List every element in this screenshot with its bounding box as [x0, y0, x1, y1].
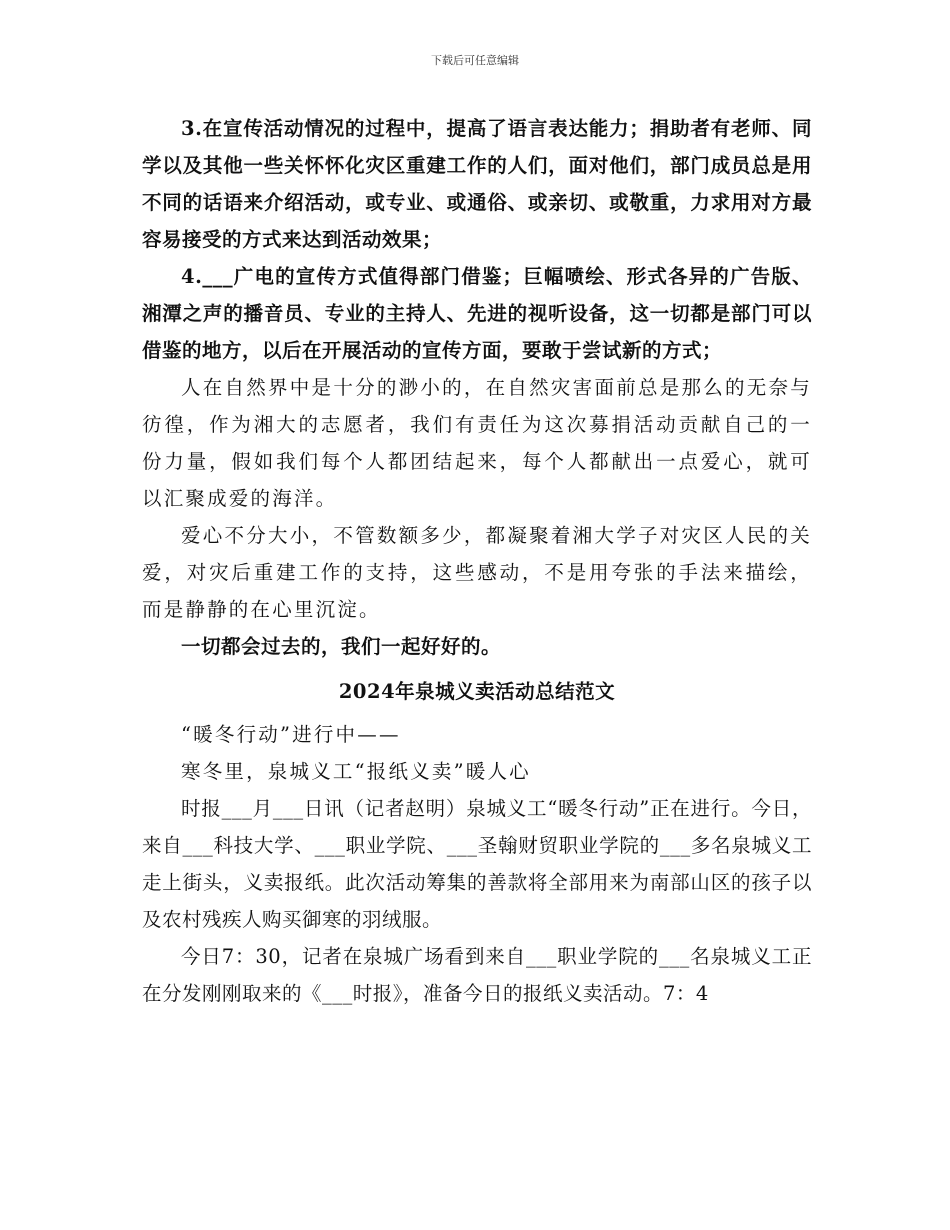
paragraph-slogan: “暖冬行动”进行中——	[181, 723, 401, 746]
document-body	[142, 110, 812, 1012]
paragraph-point-4: 4.___广电的宣传方式值得部门借鉴；巨幅喷绘、形式各异的广告版、湘潭之声的播音员、专业的主持人、先进的视听设备，这一切都是部门可以借鉴的地方，以后在开展活动的宣传方面，要敢于尝试新的方式；	[142, 265, 812, 362]
paragraph-closing: 一切都会过去的，我们一起好好的。	[181, 635, 502, 658]
paragraph-nature: 人在自然界中是十分的渺小的，在自然灾害面前总是那么的无奈与彷徨，作为湘大的志愿者，我们有责任为这次募捐活动贡献自己的一份力量，假如我们每个人都团结起来，每个人都献出一点爱心，就可以汇聚成爱的海洋。	[142, 376, 812, 510]
paragraph-headline: 寒冬里，泉城义工“报纸义卖”暖人心	[181, 760, 531, 783]
paragraph-point-3: 3.在宣传活动情况的过程中，提高了语言表达能力；捐助者有老师、同学以及其他一些关怀怀化灾区重建工作的人们，面对他们，部门成员总是用不同的话语来介绍活动，或专业、或通俗、或亲切、或敬重，力求用对方最容易接受的方式来达到活动效果；	[142, 117, 812, 251]
paragraph-love: 爱心不分大小，不管数额多少，都凝聚着湘大学子对灾区人民的关爱，对灾后重建工作的支持，这些感动，不是用夸张的手法来描绘，而是静静的在心里沉淀。	[142, 524, 812, 621]
page-header-note: 下载后可任意编辑	[431, 54, 519, 67]
paragraph-report: 今日7：30，记者在泉城广场看到来自___职业学院的___名泉城义工正在分发刚刚取来的《___时报》，准备今日的报纸义卖活动。7：4	[142, 945, 812, 1005]
section-title: 2024年泉城义卖活动总结范文	[338, 680, 616, 703]
paragraph-news: 时报___月___日讯（记者赵明）泉城义工“暖冬行动”正在进行。今日，来自___科技大学、___职业学院、___圣翰财贸职业学院的___多名泉城义工走上街头，义卖报纸。此次活动筹集的善款将全部用来为南部山区的孩子以及农村残疾人购买御寒的羽绒服。	[142, 797, 812, 931]
